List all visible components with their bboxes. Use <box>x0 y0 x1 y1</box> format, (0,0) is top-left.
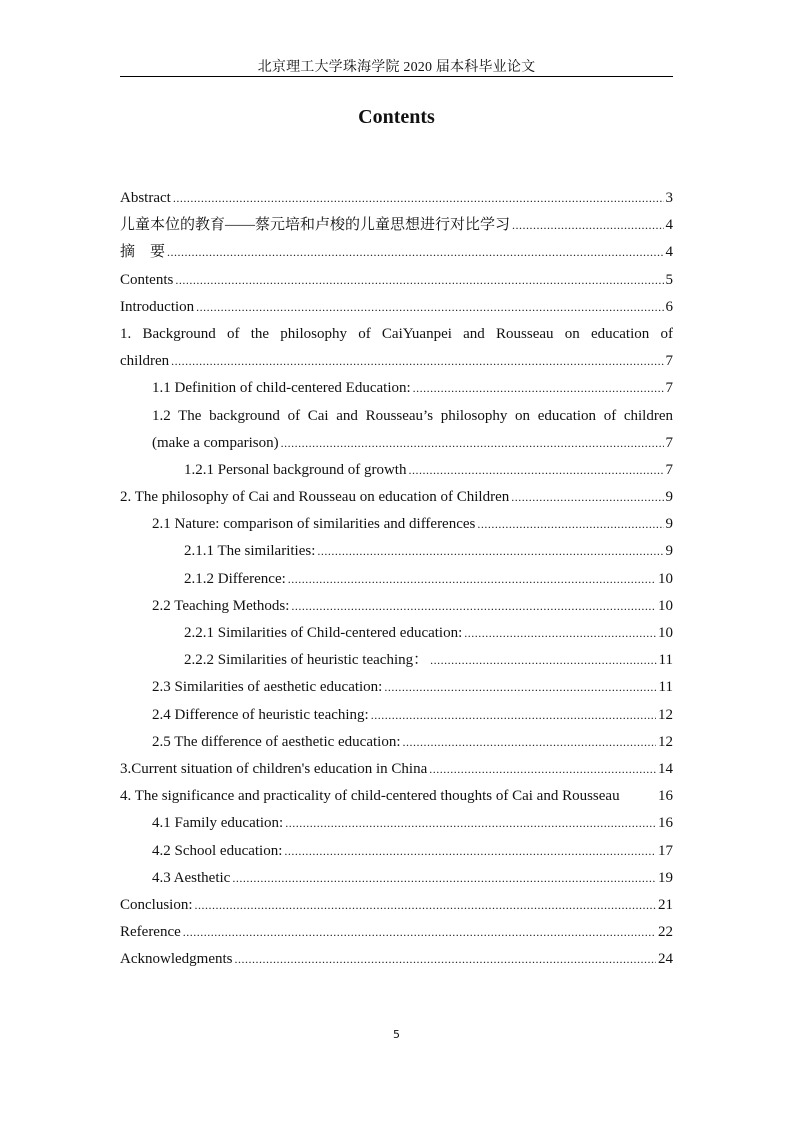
toc-entry[interactable] <box>120 511 673 538</box>
toc-entry[interactable] <box>120 838 673 865</box>
toc-entry-page: 7 <box>665 461 673 478</box>
toc-dot-leader <box>371 702 656 729</box>
toc-entry-page: 9 <box>665 543 673 560</box>
toc-entry-text: 1.1 Definition of child-centered Education: <box>152 380 411 397</box>
toc-entry[interactable] <box>120 403 673 430</box>
toc-dot-leader <box>430 647 656 674</box>
toc-entry[interactable] <box>120 566 673 593</box>
toc-entry-page: 5 <box>665 271 673 288</box>
toc-entry-text: 4. The significance and practicality of child-centered thoughts of Cai and Rousseau <box>120 788 620 805</box>
toc-entry-text: 2. The philosophy of Cai and Rousseau on education of Children <box>120 489 510 506</box>
toc-entry-text: 4.2 School education: <box>152 842 283 859</box>
toc-entry[interactable] <box>120 946 673 973</box>
toc-dot-leader <box>232 865 656 892</box>
toc-entry-text: 4.1 Family education: <box>152 815 284 832</box>
toc-dot-leader <box>384 674 656 701</box>
toc-entry-page: 9 <box>665 489 673 506</box>
toc-entry-page: 14 <box>658 760 673 777</box>
toc-dot-leader <box>413 375 664 402</box>
toc-dot-leader <box>234 946 656 973</box>
toc-dot-leader <box>173 185 664 212</box>
toc-entry[interactable] <box>120 321 673 348</box>
toc-dot-leader <box>291 593 656 620</box>
toc-entry-page: 11 <box>658 679 673 696</box>
toc-entry-page: 16 <box>658 815 673 832</box>
toc-entry-text: Conclusion: <box>120 896 193 913</box>
toc-entry-text: children <box>120 353 170 370</box>
toc-entry-text: 摘 要 <box>120 244 166 261</box>
toc-entry-page: 6 <box>665 298 673 315</box>
toc-entry-text: (make a comparison) <box>152 434 279 451</box>
toc-entry-page: 12 <box>658 706 673 723</box>
toc-dot-leader <box>511 484 663 511</box>
toc-dot-leader <box>171 348 663 375</box>
toc-dot-leader <box>464 620 656 647</box>
toc-entry-page: 4 <box>665 244 673 261</box>
toc-entry[interactable] <box>120 267 673 294</box>
page-number: 5 <box>393 1028 400 1041</box>
toc-entry-page: 22 <box>658 924 673 941</box>
toc-entry-text: 儿童本位的教育——蔡元培和卢梭的儿童思想进行对比学习 <box>120 217 511 234</box>
toc-dot-leader <box>175 267 663 294</box>
toc-dot-leader <box>196 294 663 321</box>
toc-entry-text: 1.2 The background of Cai and Rousseau’s philosophy on education of children <box>152 407 673 424</box>
toc-entry-page: 12 <box>658 733 673 750</box>
toc-entry[interactable] <box>120 674 673 701</box>
toc-entry-text: 2.3 Similarities of aesthetic education: <box>152 679 383 696</box>
toc-entry-page: 24 <box>658 951 673 968</box>
toc-dot-leader <box>183 919 656 946</box>
header-rule <box>120 76 673 77</box>
toc-entry[interactable] <box>120 729 673 756</box>
toc-entry-page: 19 <box>658 869 673 886</box>
toc-entry-text: 1.2.1 Personal background of growth <box>184 461 407 478</box>
toc-entry-text: Introduction <box>120 298 195 315</box>
toc-dot-leader <box>288 566 656 593</box>
toc-entry-page: 16 <box>658 788 673 805</box>
toc-dot-leader <box>429 756 656 783</box>
toc-entry[interactable] <box>120 348 673 375</box>
toc-entry[interactable] <box>120 457 673 484</box>
toc-entry-text: 2.5 The difference of aesthetic education: <box>152 733 401 750</box>
toc-entry[interactable] <box>120 538 673 565</box>
toc-dot-leader <box>284 838 656 865</box>
toc-entry-text: 1. Background of the philosophy of CaiYuanpei and Rousseau on education of <box>120 325 673 342</box>
table-of-contents <box>120 185 673 973</box>
toc-entry-page: 3 <box>665 190 673 206</box>
toc-entry-text: 4.3 Aesthetic <box>152 869 231 886</box>
toc-entry-page: 10 <box>658 597 673 614</box>
toc-entry[interactable] <box>120 484 673 511</box>
toc-entry-page: 7 <box>665 434 673 451</box>
toc-entry[interactable] <box>120 185 673 212</box>
toc-entry-text: 3.Current situation of children's education in China <box>120 760 428 777</box>
toc-entry[interactable] <box>120 783 673 810</box>
toc-entry-text: Contents <box>120 271 174 288</box>
toc-entry-text: Acknowledgments <box>120 951 233 968</box>
toc-entry[interactable] <box>120 239 673 266</box>
toc-entry[interactable] <box>120 430 673 457</box>
toc-entry-page: 4 <box>665 217 673 234</box>
toc-entry-text: Abstract <box>120 190 171 206</box>
page-title: Contents <box>358 106 435 128</box>
toc-dot-leader <box>512 212 663 239</box>
toc-dot-leader <box>195 892 656 919</box>
toc-entry[interactable] <box>120 702 673 729</box>
toc-entry-text: 2.2.1 Similarities of Child-centered education: <box>184 625 463 641</box>
toc-entry[interactable] <box>120 810 673 837</box>
toc-entry-text: 2.1.2 Difference: <box>184 570 286 587</box>
toc-entry-text: 2.4 Difference of heuristic teaching: <box>152 706 369 723</box>
toc-dot-leader <box>281 430 664 457</box>
toc-entry[interactable] <box>120 647 673 674</box>
toc-entry-page: 17 <box>658 842 673 859</box>
toc-entry[interactable] <box>120 892 673 919</box>
toc-entry-text: 2.1.1 The similarities: <box>184 543 316 560</box>
toc-dot-leader <box>167 239 663 266</box>
toc-entry-text: Reference <box>120 924 181 941</box>
toc-entry-page: 9 <box>665 516 673 533</box>
toc-entry-page: 21 <box>658 896 673 913</box>
toc-entry[interactable] <box>120 865 673 892</box>
toc-entry-page: 10 <box>658 625 673 641</box>
toc-dot-leader <box>317 538 663 565</box>
toc-entry-text: 2.2 Teaching Methods: <box>152 597 290 614</box>
toc-dot-leader <box>408 457 663 484</box>
toc-entry[interactable] <box>120 620 673 647</box>
toc-entry[interactable] <box>120 756 673 783</box>
toc-entry-page: 7 <box>665 380 673 397</box>
toc-entry[interactable] <box>120 212 673 239</box>
toc-dot-leader <box>477 511 663 538</box>
toc-entry-page: 7 <box>665 353 673 370</box>
toc-entry-page: 11 <box>658 652 673 669</box>
toc-dot-leader <box>285 810 656 837</box>
toc-entry[interactable] <box>120 375 673 402</box>
toc-entry[interactable] <box>120 593 673 620</box>
toc-dot-leader <box>403 729 656 756</box>
toc-entry-text: 2.1 Nature: comparison of similarities and differences <box>152 516 476 533</box>
toc-entry[interactable] <box>120 919 673 946</box>
toc-entry-text: 2.2.2 Similarities of heuristic teaching： <box>184 652 429 669</box>
toc-entry[interactable] <box>120 294 673 321</box>
running-header: 北京理工大学珠海学院 2020 届本科毕业论文 <box>257 60 536 75</box>
toc-entry-page: 10 <box>658 570 673 587</box>
